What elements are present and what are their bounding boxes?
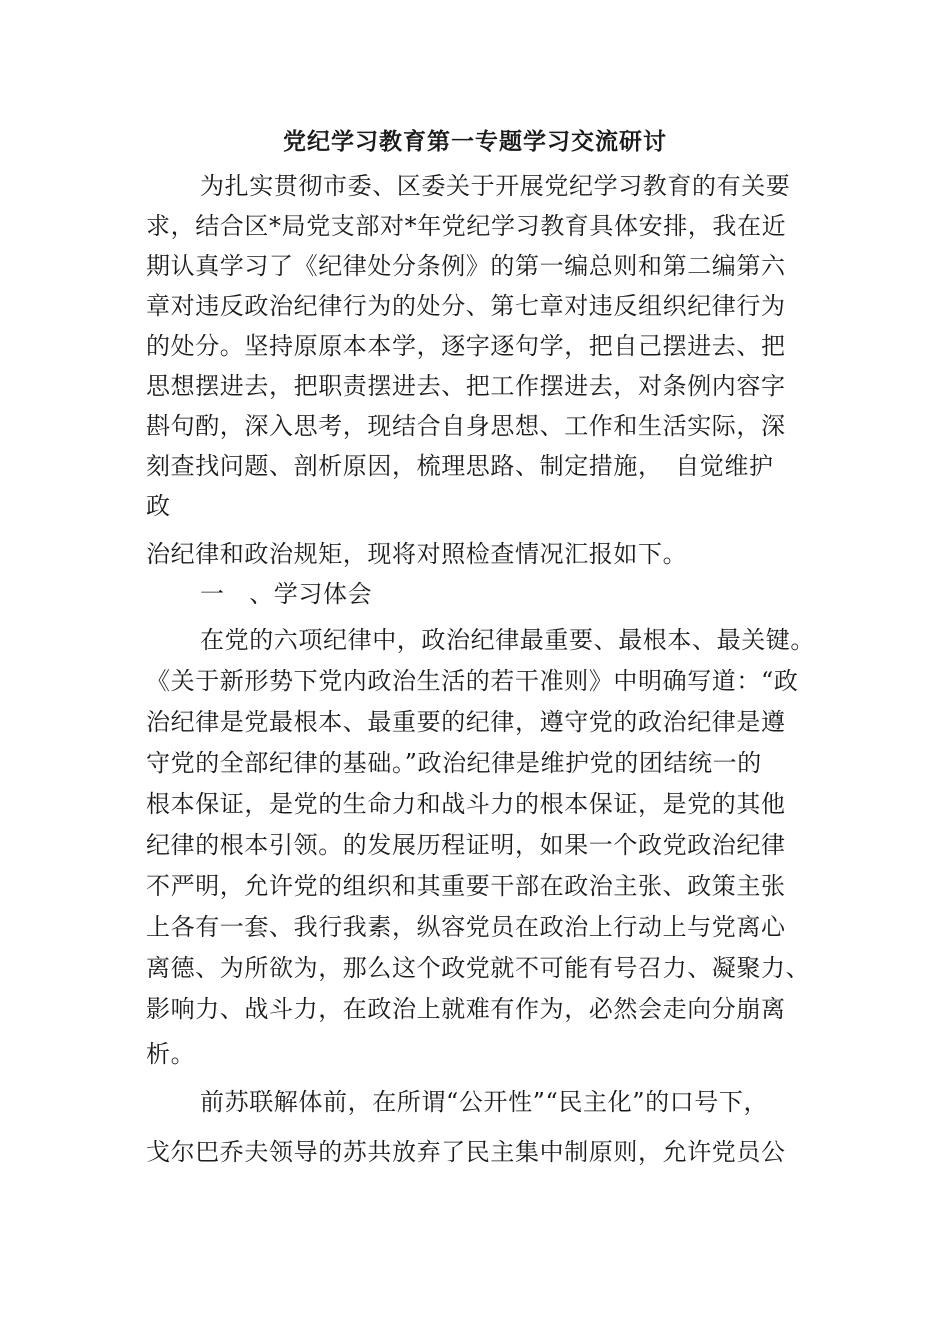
paragraph-line: 为扎实贯彻市委、区委关于开展党纪学习教育的有关要 xyxy=(200,172,791,200)
document-title: 党纪学习教育第一专题学习交流研讨 xyxy=(283,128,667,155)
paragraph-line: 守党的全部纪律的基础。”政治纪律是维护党的团结统一的 xyxy=(146,749,762,777)
paragraph-line: 治纪律和政治规矩，现将对照检查情况汇报如下。 xyxy=(146,540,688,568)
paragraph-line: 斟句酌，深入思考，现结合自身思想、工作和生活实际，深 xyxy=(146,412,786,440)
paragraph-line: 政 xyxy=(146,492,171,520)
paragraph-line: 《关于新形势下党内政治生活的若干准则》中明确写道：“政 xyxy=(146,667,799,695)
paragraph-line: 在党的六项纪律中，政治纪律最重要、最根本、最关键。 xyxy=(200,626,815,654)
paragraph-line: 戈尔巴乔夫领导的苏共放弃了民主集中制原则，允许党员公 xyxy=(146,1138,786,1166)
paragraph-line: 思想摆进去，把职责摆进去、把工作摆进去，对条例内容字 xyxy=(146,372,786,400)
paragraph-line: 上各有一套、我行我素，纵容党员在政治上行动上与党离心 xyxy=(146,913,786,941)
paragraph-line: 治纪律是党最根本、最重要的纪律，遵守党的政治纪律是遵 xyxy=(146,708,786,736)
paragraph-line: 影响力、战斗力，在政治上就难有作为，必然会走向分崩离 xyxy=(146,995,786,1023)
paragraph-line: 求，结合区*局党支部对*年党纪学习教育具体安排，我在近 xyxy=(146,212,787,240)
section-heading: 一 、学习体会 xyxy=(200,580,373,608)
paragraph-line: 前苏联解体前，在所谓“公开性”“民主化”的口号下， xyxy=(200,1088,769,1116)
paragraph-line: 根本保证，是党的生命力和战斗力的根本保证，是党的其他 xyxy=(146,790,786,818)
paragraph-line: 章对违反政治纪律行为的处分、第七章对违反组织纪律行为 xyxy=(146,292,786,320)
paragraph-line: 析。 xyxy=(146,1040,196,1068)
paragraph-line: 离德、为所欲为，那么这个政党就不可能有号召力、凝聚力、 xyxy=(146,954,811,982)
paragraph-line: 的处分。坚持原原本本学，逐字逐句学，把自己摆进去、把 xyxy=(146,332,786,360)
paragraph-line: 不严明，允许党的组织和其重要干部在政治主张、政策主张 xyxy=(146,872,786,900)
paragraph-line: 刻查找问题、剖析原因，梳理思路、制定措施， 自觉维护 xyxy=(146,452,774,480)
paragraph-line: 期认真学习了《纪律处分条例》的第一编总则和第二编第六 xyxy=(146,252,786,280)
paragraph-line: 纪律的根本引领。的发展历程证明，如果一个政党政治纪律 xyxy=(146,831,786,859)
